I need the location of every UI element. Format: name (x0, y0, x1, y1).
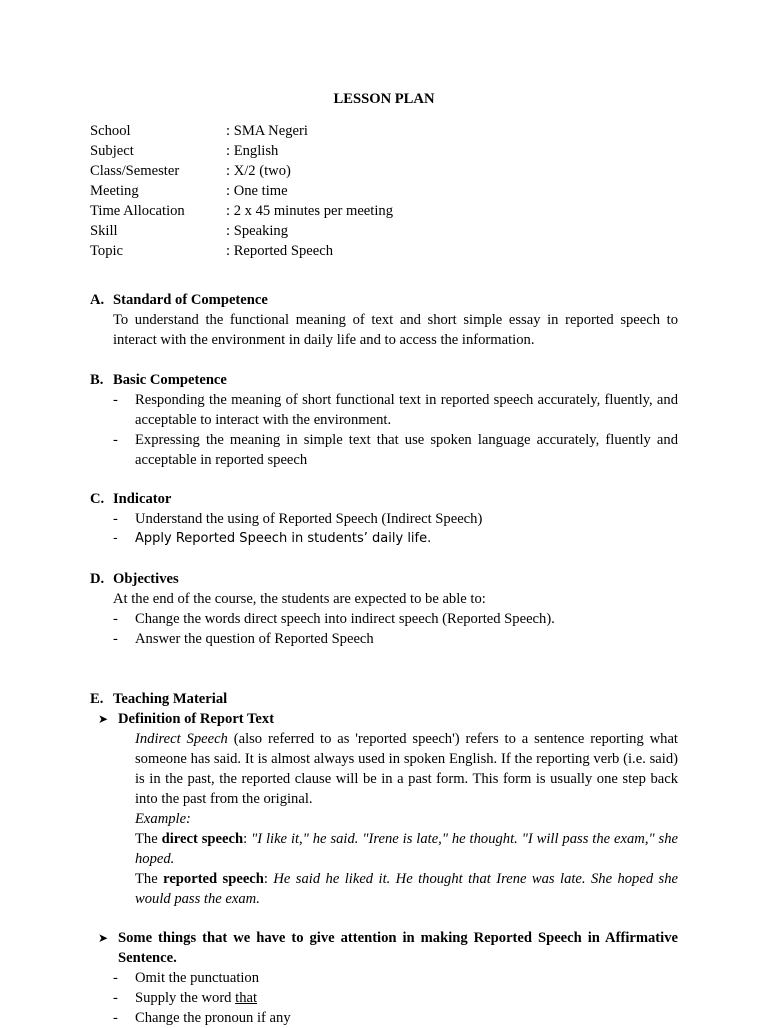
info-label: Class/Semester (90, 163, 180, 179)
info-label: Meeting (90, 183, 139, 199)
list-item (90, 988, 678, 1008)
subsection-title: Some things that we have to give attention in making Reported Speech in Affirmative Sentence. (118, 930, 678, 966)
info-row-class (90, 161, 393, 181)
colon: : (263, 871, 274, 887)
subsection-title: Definition of Report Text (118, 711, 275, 727)
subsection-things (90, 928, 678, 1028)
list-item: - Apply Reported Speech in students’ daily life. (90, 529, 678, 549)
info-value: : X/2 (two) (226, 163, 291, 179)
section-title: Standard of Competence (113, 292, 268, 308)
info-row-topic (90, 241, 393, 261)
arrow-bullet-icon: ➤ (98, 712, 109, 726)
definition-text: (also referred to as 'reported speech') refers to a sentence reporting what someone has said. It is almost always used in spoken English. If the reporting verb (i.e. said) is in the past, the reported clause will be in a past form. This form is usually one step back into the past from the original. (135, 731, 678, 807)
section-letter: D. (90, 571, 105, 587)
info-row-school (90, 121, 393, 141)
direct-speech-label: direct speech (161, 831, 244, 847)
section-title: Basic Competence (113, 372, 227, 388)
info-value: : English (226, 143, 279, 159)
definition-paragraph (135, 729, 678, 809)
section-objectives (90, 569, 678, 649)
list-item: - Answer the question of Reported Speech (90, 629, 678, 649)
info-row-skill (90, 221, 393, 241)
info-label: Time Allocation (90, 203, 185, 219)
section-letter: A. (90, 292, 105, 308)
section-letter: E. (90, 691, 104, 707)
section-indicator (90, 489, 678, 549)
arrow-bullet-icon: ➤ (98, 931, 109, 945)
section-letter: C. (90, 491, 105, 507)
info-value: : Reported Speech (226, 243, 333, 259)
the-word: The (135, 871, 164, 887)
example-label (135, 809, 678, 829)
direct-speech-example (135, 829, 678, 869)
section-letter: B. (90, 372, 104, 388)
info-row-meeting (90, 181, 393, 201)
section-heading (90, 290, 678, 310)
info-label: Subject (90, 143, 134, 159)
info-table (90, 121, 393, 261)
section-heading (90, 489, 678, 509)
section-heading (90, 370, 678, 390)
supply-word: that (235, 990, 258, 1006)
section-paragraph: To understand the functional meaning of text and short simple essay in reported speech to interact with the environment in daily life and to access the information. (113, 312, 678, 348)
supply-text: Supply the word (135, 990, 236, 1006)
definition-term: Indirect Speech (135, 731, 228, 747)
info-label: Skill (90, 223, 118, 239)
reported-speech-example (135, 869, 678, 909)
reported-speech-label: reported speech (163, 871, 264, 887)
list-item: - Understand the using of Reported Speech (Indirect Speech) (90, 509, 678, 529)
info-label: Topic (90, 243, 124, 259)
the-word: The (135, 831, 162, 847)
example-label-text: Example: (135, 811, 191, 827)
list-item: - Change the words direct speech into indirect speech (Reported Speech). (90, 609, 678, 629)
info-value: : 2 x 45 minutes per meeting (226, 203, 393, 219)
reported-speech-text: He said he liked it. He thought that Irene was late. She hoped she would pass the exam. (135, 871, 678, 907)
section-basic-competence (90, 370, 678, 470)
section-intro: At the end of the course, the students are expected to be able to: (113, 591, 486, 607)
section-teaching-material (90, 689, 678, 909)
info-value: : Speaking (226, 223, 289, 239)
section-standard-of-competence (90, 290, 678, 350)
info-value: : One time (226, 183, 288, 199)
list-item: - Expressing the meaning in simple text that use spoken language accurately, fluently and acceptable in reported speech (90, 430, 678, 470)
subsection-heading (90, 709, 678, 729)
section-title: Objectives (113, 571, 179, 587)
section-title: Teaching Material (113, 691, 228, 707)
list-item: - Omit the punctuation (90, 968, 678, 988)
section-heading (90, 689, 678, 709)
section-heading (90, 569, 678, 589)
section-title: Indicator (113, 491, 172, 507)
list-item: - Change the pronoun if any (90, 1008, 678, 1028)
direct-speech-text: "I like it," he said. "Irene is late," he thought. "I will pass the exam," she hoped. (135, 831, 678, 867)
list-item: - Responding the meaning of short functional text in reported speech accurately, fluently, and acceptable to interact with the environment. (90, 390, 678, 430)
subsection-heading (90, 928, 678, 968)
colon: : (243, 831, 252, 847)
page-title: LESSON PLAN (333, 91, 435, 107)
info-row-time (90, 201, 393, 221)
info-row-subject (90, 141, 393, 161)
info-label: School (90, 123, 131, 139)
info-value: : SMA Negeri (226, 123, 308, 139)
